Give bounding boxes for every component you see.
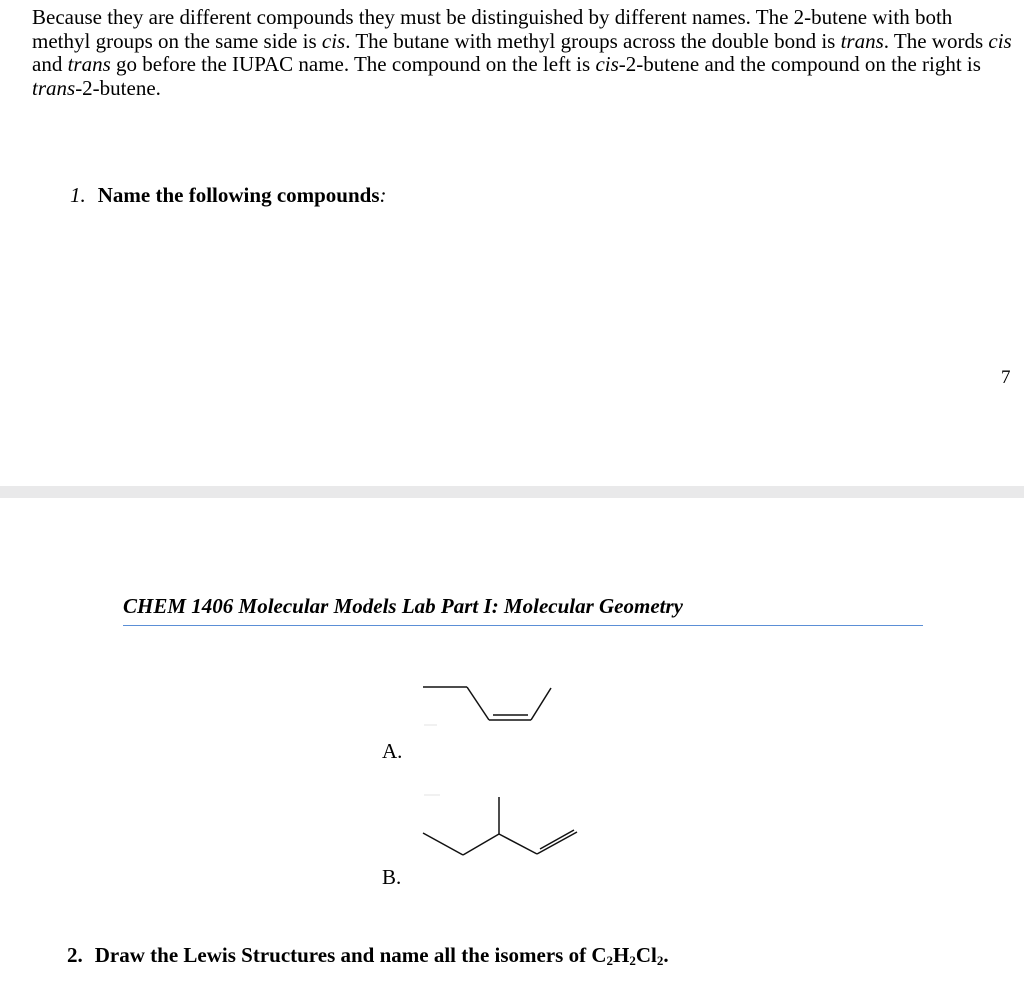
question-1-number: 1. [70, 183, 86, 207]
structure-a-bond [467, 687, 489, 720]
question-1-text: Name the following compounds [97, 183, 380, 207]
structure-a [423, 687, 551, 720]
structure-b-double-bond [540, 830, 574, 849]
page-number: 7 [1001, 367, 1011, 388]
option-b-label: B. [382, 865, 402, 889]
cis-term: cis [988, 28, 1012, 53]
intro-text: and [32, 52, 68, 76]
question-2-text: Draw the Lewis Structures and name all the isomers of [94, 943, 592, 967]
option-a-label: A. [382, 739, 403, 763]
question-2-number: 2. [67, 943, 83, 967]
structure-a-bond [531, 688, 551, 720]
structure-b [423, 797, 577, 855]
cis-term: cis [595, 52, 619, 76]
intro-text: Because they are different compounds they must be distinguished by different names. The 2-butene with both methyl groups on the same side is [32, 5, 953, 53]
structure-b-bond [423, 833, 463, 855]
trans-term: trans [67, 52, 111, 76]
cis-term: cis [321, 28, 346, 53]
structure-b-bond [463, 834, 499, 855]
intro-text: . The butane with methyl groups across the double bond is [345, 28, 841, 53]
structure-b-bond [499, 834, 537, 854]
running-header: CHEM 1406 Molecular Models Lab Part I: Molecular Geometry [123, 594, 683, 618]
molecular-formula: $C_2H_2Cl_2$. [591, 943, 669, 968]
intro-text: -2-butene. [75, 75, 161, 100]
trans-term: trans [840, 28, 884, 53]
intro-text: -2-butene and the compound on the right is [618, 52, 981, 76]
question-2 [67, 943, 669, 969]
question-1-colon: : [379, 183, 387, 207]
intro-text: go before the IUPAC name. The compound on the left is [110, 52, 596, 76]
trans-term: trans [32, 75, 76, 100]
structure-b-bond [537, 832, 577, 854]
intro-text: . The words [883, 28, 989, 53]
